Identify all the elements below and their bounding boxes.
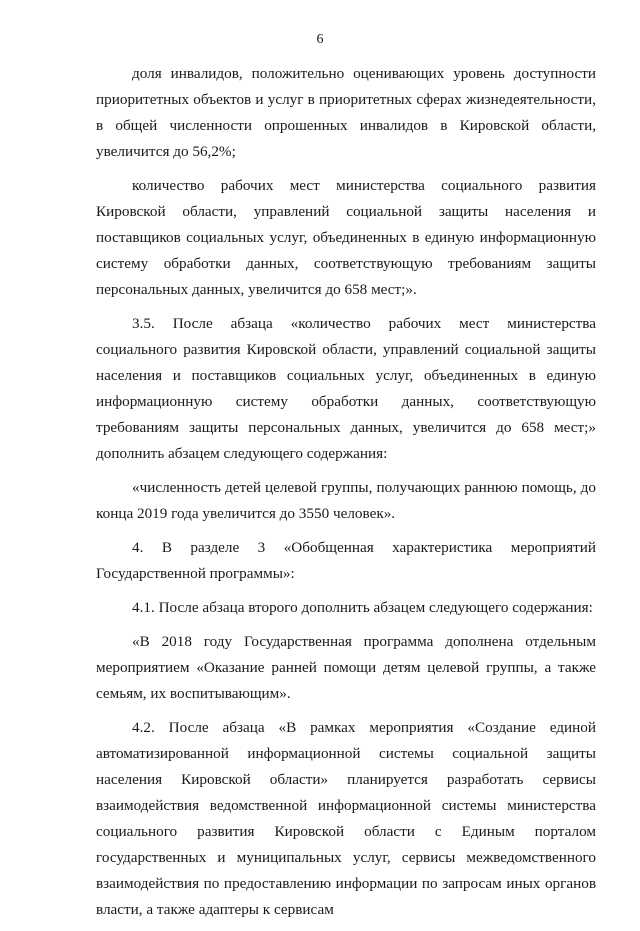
document-body bbox=[96, 61, 596, 931]
paragraph: количество рабочих мест министерства социального развития Кировской области, управлений социальной защиты населения и поставщиков социальных услуг, объединенных в единую информационную систему обработки данных, соответствующую требованиям защиты персональных данных, увеличится до 658 мест;». bbox=[96, 177, 596, 298]
paragraph: 4.1. После абзаца второго дополнить абзацем следующего содержания: bbox=[132, 599, 593, 616]
page-number: 6 bbox=[316, 32, 324, 47]
paragraph-continued: доля инвалидов, положительно оценивающих уровень доступности приоритетных объектов и услуг в приоритетных сферах жизнедеятельности, в общей численности опрошенных инвалидов в Кировской области, увеличится до 56,2%; bbox=[96, 65, 596, 160]
paragraph: «В 2018 году Государственная программа дополнена отдельным мероприятием «Оказание ранней помощи детям целевой группы, а также семьям, их воспитывающим». bbox=[96, 633, 596, 702]
paragraph: «численность детей целевой группы, получающих раннюю помощь, до конца 2019 года увеличится до 3550 человек». bbox=[96, 479, 596, 522]
paragraph: 4. В разделе 3 «Обобщенная характеристика мероприятий Государственной программы»: bbox=[96, 539, 596, 582]
paragraph: 3.5. После абзаца «количество рабочих мест министерства социального развития Кировской области, управлений социальной защиты населения и поставщиков социальных услуг, объединенных в единую информационную систему обработки данных, соответствующую требованиям защиты персональных данных, увеличится до 658 мест;» дополнить абзацем следующего содержания: bbox=[96, 315, 596, 462]
paragraph: 4.2. После абзаца «В рамках мероприятия «Создание единой автоматизированной информационной системы социальной защиты населения Кировской области» планируется разработать сервисы взаимодействия ведомственной информационной системы министерства социального развития Кировской области с Единым порталом государственных и муниципальных услуг, сервисы межведомственного взаимодействия по предоставлению информации по запросам иных органов власти, а также адаптеры к сервисам bbox=[96, 719, 596, 918]
